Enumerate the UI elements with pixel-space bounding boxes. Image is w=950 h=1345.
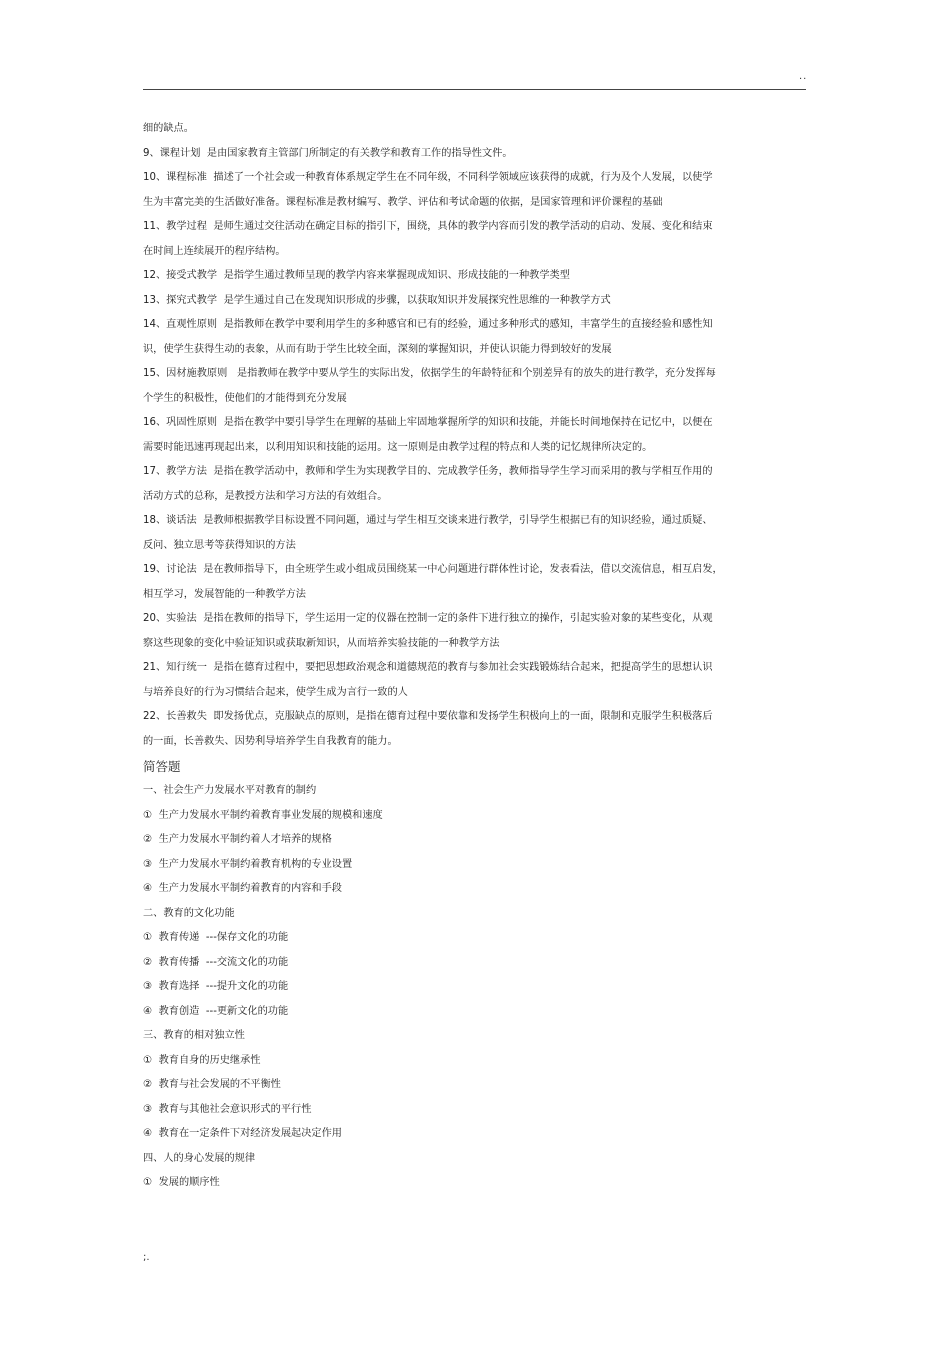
answer-item: ④ 教育在一定条件下对经济发展起决定作用 [143, 1128, 342, 1139]
question-heading: 四、人的身心发展的规律 [143, 1152, 256, 1164]
answer-item: ③ 教育与其他社会意识形式的平行性 [143, 1103, 312, 1115]
answer-item: ③ 教育选择 ---提升文化的功能 [143, 981, 289, 992]
text-line: 15、因材施教原则 是指教师在教学中要从学生的实际出发，依据学生的年龄特征和个别差异有的放失的进行教学，充分发挥每 [143, 368, 716, 379]
text-line: 10、课程标准 描述了一个社会或一种教育体系规定学生在不同年级，不同科学领域应该获得的成就，行为及个人发展，以使学 [143, 172, 713, 183]
definitions [143, 117, 806, 754]
text-line: 9、课程计划 是由国家教育主管部门所制定的有关教学和教育工作的指导性文件。 [143, 147, 513, 159]
text-line: 20、实验法 是指在教师的指导下，学生运用一定的仪器在控制一定的条件下进行独立的操作，引起实验对象的某些变化，从观 [143, 613, 713, 624]
answer-item: ④ 生产力发展水平制约着教育的内容和手段 [143, 883, 342, 894]
text-line: 识，使学生获得生动的表象，从而有助于学生比较全面，深刻的掌握知识，并使认识能力得到较好的发展 [143, 343, 612, 355]
text-line: 生为丰富完美的生活做好准备。课程标准是教材编写、教学、评估和考试命题的依据，是国家管理和评价课程的基础 [143, 196, 663, 208]
text-line: 21、知行统一 是指在德育过程中，要把思想政治观念和道德规范的教育与参加社会实践锻炼结合起来，把提高学生的思想认识 [143, 662, 713, 673]
question-heading: 三、教育的相对独立性 [143, 1030, 245, 1041]
text-line: 17、教学方法 是指在教学活动中，教师和学生为实现教学目的、完成教学任务，教师指导学生学习而采用的教与学相互作用的 [143, 466, 713, 477]
answer-item: ③ 生产力发展水平制约着教育机构的专业设置 [143, 858, 353, 870]
footer-mark: ;. [143, 1252, 150, 1263]
answer-item: ① 教育自身的历史继承性 [143, 1054, 261, 1066]
text-line: 细的缺点。 [143, 123, 194, 134]
text-line: 18、谈话法 是教师根据教学目标设置不同问题，通过与学生相互交谈来进行教学，引导学生根据已有的知识经验，通过质疑、 [143, 515, 713, 526]
text-line: 在时间上连续展开的程序结构。 [143, 245, 286, 257]
text-line: 与培养良好的行为习惯结合起来，使学生成为言行一致的人 [143, 686, 408, 698]
text-line: 反问、独立思考等获得知识的方法 [143, 539, 296, 551]
text-line: 需要时能迅速再现起出来，以利用知识和技能的运用。这一原则是由教学过程的特点和人类的记忆规律所决定的。 [143, 441, 653, 453]
answer-item: ② 教育与社会发展的不平衡性 [143, 1079, 281, 1090]
text-line: 13、探究式教学 是学生通过自己在发现知识形成的步骤，以获取知识并发展探究性思维的一种教学方式 [143, 294, 611, 306]
answer-item: ② 教育传播 ---交流文化的功能 [143, 956, 289, 968]
text-line: 22、长善救失 即发扬优点，克服缺点的原则，是指在德育过程中要依靠和发扬学生积极向上的一面，限制和克服学生积极落后 [143, 711, 713, 722]
document-body [143, 117, 806, 1196]
text-line: 11、教学过程 是师生通过交往活动在确定目标的指引下，围绕，具体的教学内容而引发的教学活动的启动、发展、变化和结束 [143, 221, 713, 232]
text-line: 12、接受式教学 是指学生通过教师呈现的教学内容来掌握现成知识、形成技能的一种教学类型 [143, 270, 570, 281]
text-line: 活动方式的总称，是教授方法和学习方法的有效组合。 [143, 490, 388, 502]
text-line: 14、直观性原则 是指教师在教学中要利用学生的多种感官和已有的经验，通过多种形式的感知，丰富学生的直接经验和感性知 [143, 319, 713, 330]
short-answers [143, 779, 806, 1196]
answer-item: ① 生产力发展水平制约着教育事业发展的规模和速度 [143, 809, 383, 821]
header-rule [143, 89, 806, 90]
text-line: 察这些现象的变化中验证知识或获取新知识，从而培养实验技能的一种教学方法 [143, 637, 500, 649]
text-line: 相互学习，发展智能的一种教学方法 [143, 588, 306, 600]
text-line: 16、巩固性原则 是指在教学中要引导学生在理解的基础上牢固地掌握所学的知识和技能，并能长时间地保持在记忆中，以便在 [143, 417, 713, 428]
text-line: 个学生的积极性，使他们的才能得到充分发展 [143, 392, 347, 404]
answer-item: ① 教育传递 ---保存文化的功能 [143, 932, 289, 943]
text-line: 的一面，长善救失、因势利导培养学生自我教育的能力。 [143, 735, 398, 747]
question-heading: 二、教育的文化功能 [143, 907, 235, 919]
header-mark: .. [799, 71, 808, 82]
text-line: 19、讨论法 是在教师指导下，由全班学生或小组成员围绕某一中心问题进行群体性讨论，发表看法，借以交流信息，相互启发， [143, 564, 723, 575]
section-title: 简答题 [143, 759, 181, 774]
answer-item: ④ 教育创造 ---更新文化的功能 [143, 1005, 289, 1017]
answer-item: ① 发展的顺序性 [143, 1177, 220, 1188]
answer-item: ② 生产力发展水平制约着人才培养的规格 [143, 834, 332, 845]
question-heading: 一、社会生产力发展水平对教育的制约 [143, 785, 317, 796]
